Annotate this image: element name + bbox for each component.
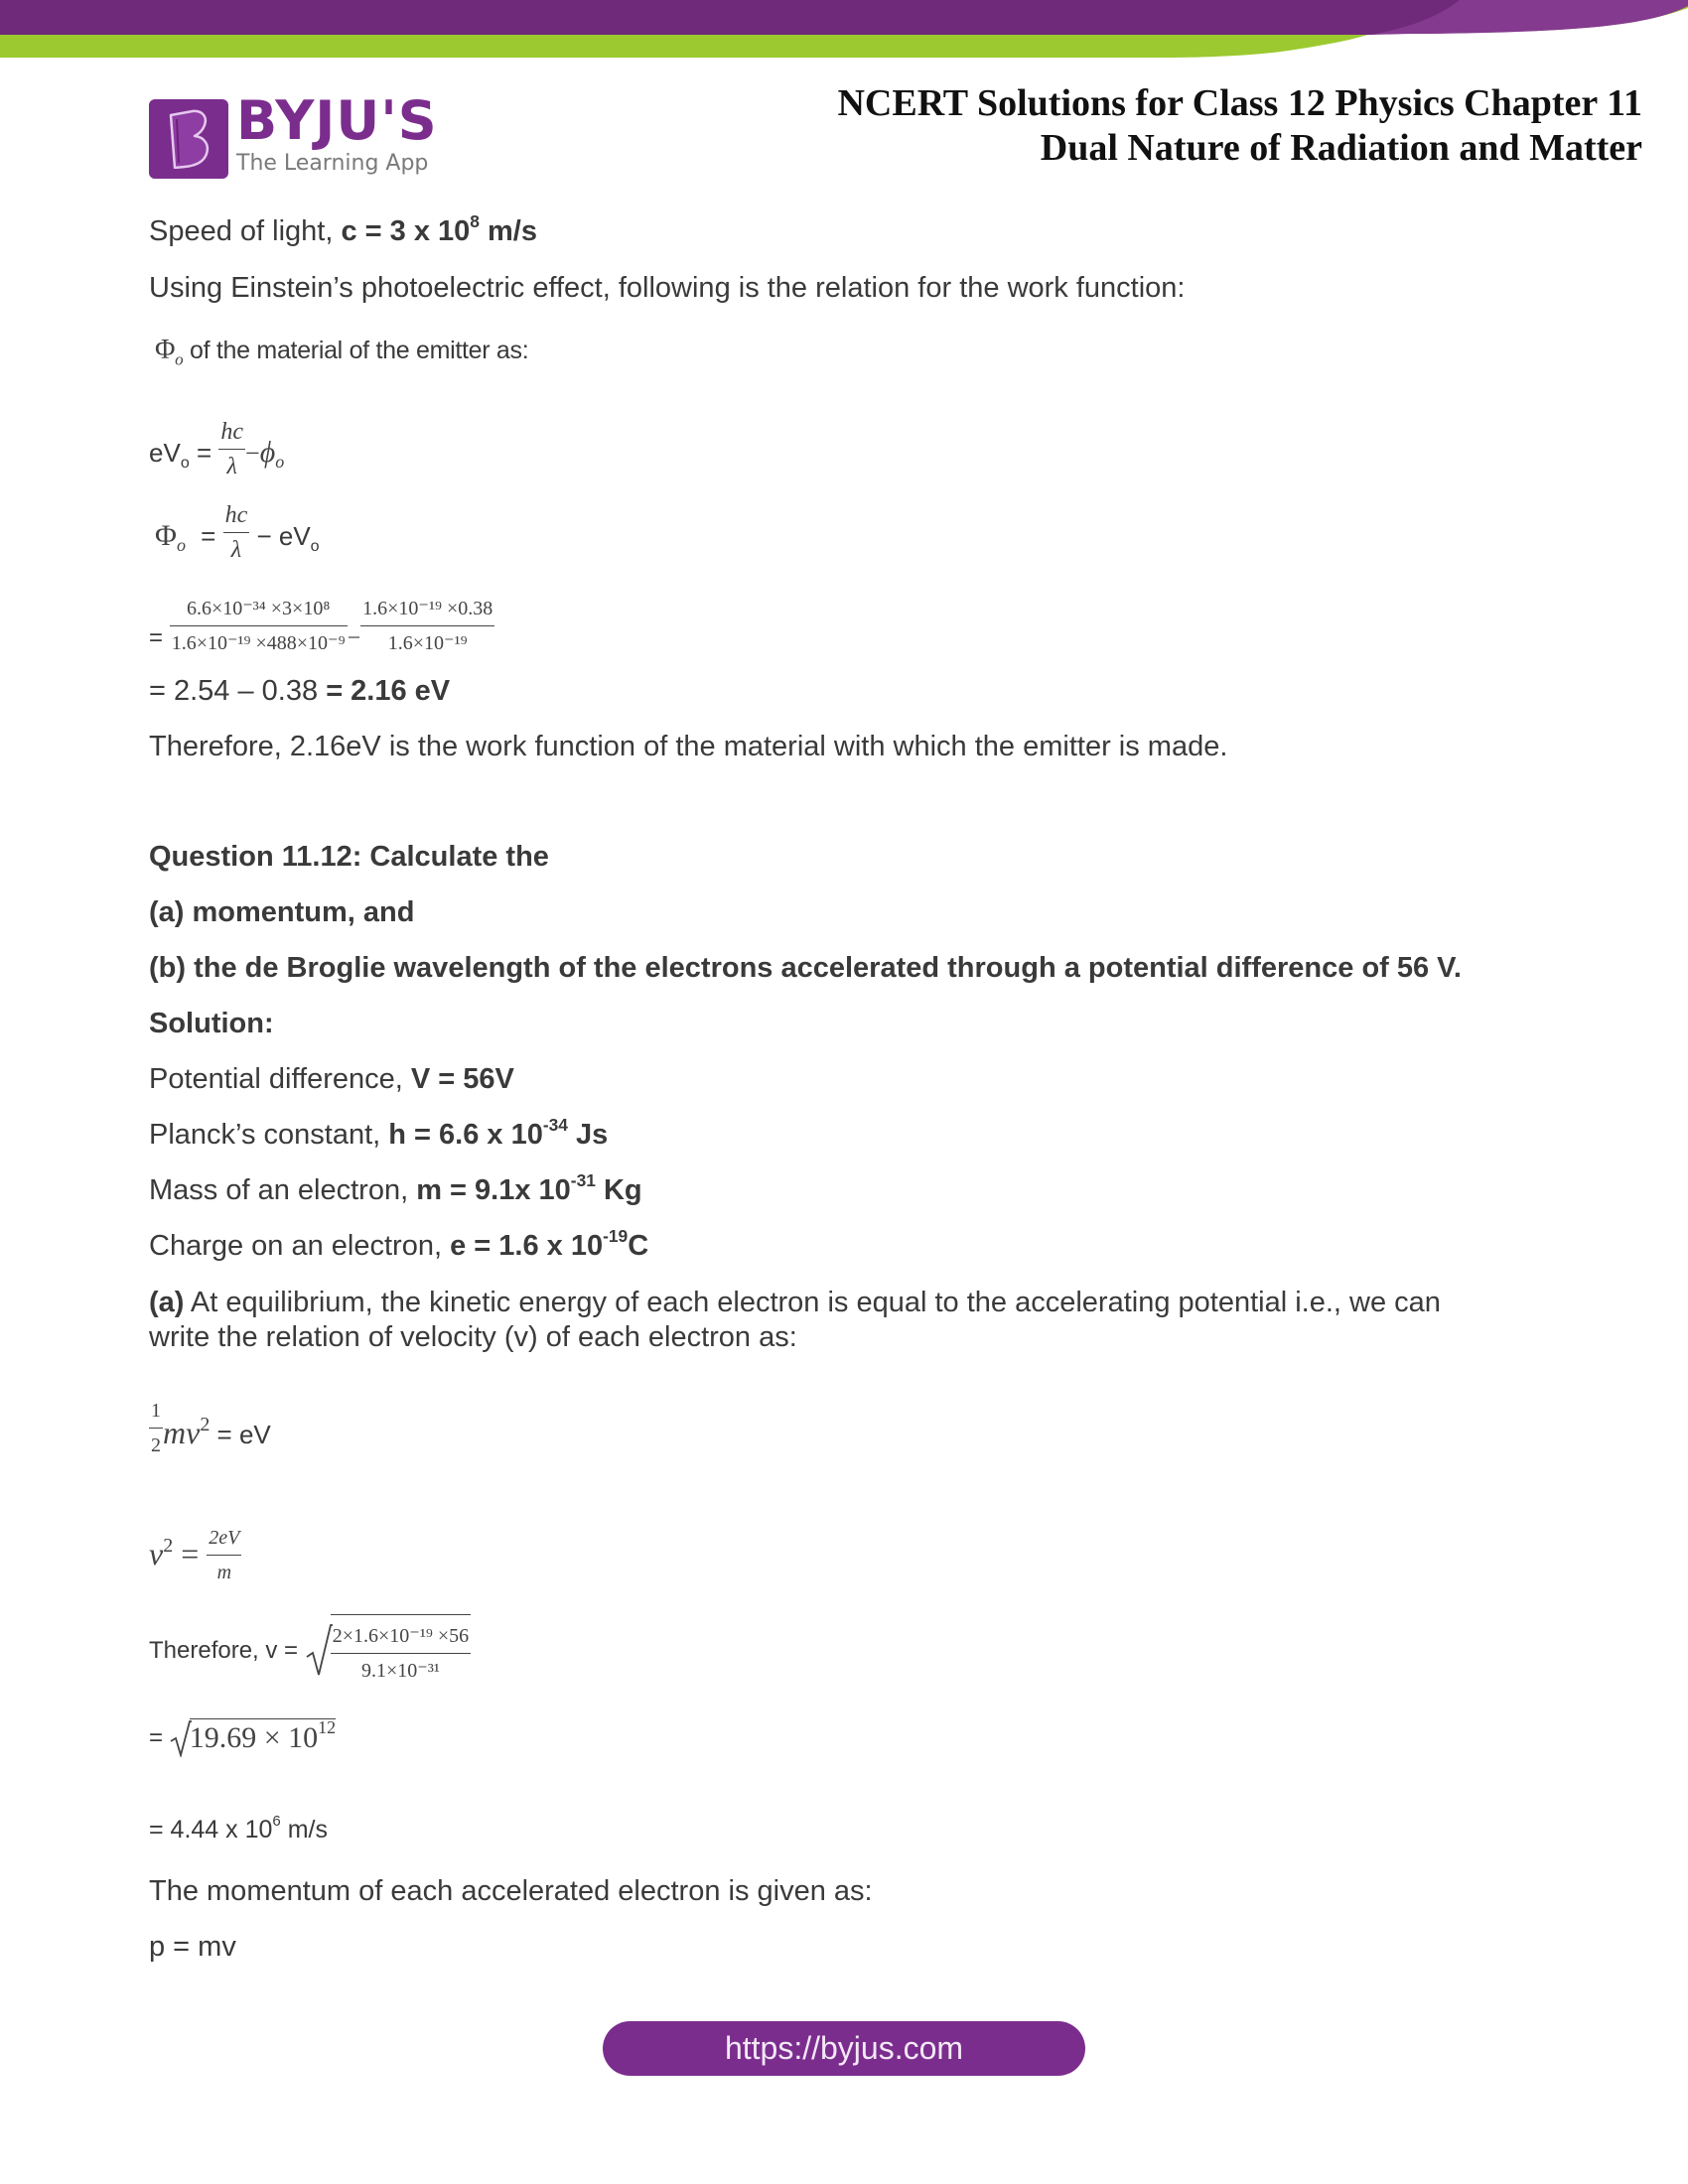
footer-url-button[interactable]	[603, 2021, 1085, 2076]
phi-symbol: $\Phi_o$	[155, 335, 184, 369]
phi-text: of the material of the emitter as:	[183, 337, 529, 364]
logo-b-icon	[149, 99, 228, 179]
value: c = 3 x $10^8$ m/s	[341, 210, 537, 247]
equation-sqrt-result: = $19.69 \times 10^{12}$	[149, 1719, 336, 1757]
fraction-2: $\frac{\text{1.6×10⁻¹⁹ ×0.38}}{\text{1.6×10⁻¹⁹}}$	[360, 592, 494, 660]
momentum-text: The momentum of each accelerated electron is given as:	[149, 1875, 873, 1907]
fraction-2eV-m: $\frac{2eV}{m}$	[207, 1521, 241, 1589]
equation-velocity: Therefore, v = $\frac{\text{2×1.6×10⁻¹⁹ ×56}}{\text{9.1×10⁻³¹}}$	[149, 1614, 471, 1688]
solution-label: Solution:	[149, 1008, 274, 1039]
header-banner	[0, 0, 1688, 60]
part-a-line-2: write the relation of velocity (v) of each electron as:	[149, 1321, 797, 1353]
square-root: $19.69 \times 10^{12}$	[170, 1719, 336, 1757]
velocity-result: = 4.44 x $10^6$ m/s	[149, 1813, 328, 1843]
given-planck: Planck’s constant, h = 6.6 x $10^{-34}$ Js	[149, 1114, 609, 1151]
equation-ev0: $eV_o$ = $\frac{hc}{\lambda}$ $-\phi_o$	[149, 415, 284, 483]
footer-url[interactable]: https://byjus.com	[724, 2030, 964, 2066]
fraction-half: $\frac{1}{2}$	[149, 1394, 163, 1462]
given-charge: Charge on an electron, e = 1.6 x $10^{-19}C$	[149, 1225, 649, 1262]
equation-kinetic-energy: $\frac{1}{2}$ $mv^2$ = eV	[149, 1394, 271, 1462]
brand-tagline: The Learning App	[236, 151, 429, 176]
fraction-velocity: $\frac{\text{2×1.6×10⁻¹⁹ ×56}}{\text{9.1×10⁻³¹}}$	[331, 1614, 471, 1688]
page-title	[837, 81, 1642, 171]
fraction-hc-lambda: $\frac{hc}{\lambda}$	[223, 498, 250, 567]
part-a-line-1: (a) At equilibrium, the kinetic energy of each electron is equal to the accelerating potential i.e., we can	[149, 1287, 1441, 1318]
question-part-a: (a) momentum, and	[149, 896, 415, 928]
equation-v-squared: $v^2$ = $\frac{2eV}{m}$	[149, 1521, 241, 1589]
given-potential: Potential difference, V = 56V	[149, 1063, 514, 1095]
phi-line	[149, 334, 528, 377]
question-part-b: (b) the de Broglie wavelength of the electrons accelerated through a potential difference of 56 V.	[149, 952, 1462, 984]
fraction-1: $\frac{\text{6.6×10⁻³⁴ ×3×10⁸}}{\text{1.6×10⁻¹⁹ ×488×10⁻⁹}}$	[170, 592, 348, 660]
speed-of-light-line	[149, 210, 537, 248]
given-mass: Mass of an electron, m = 9.1x $10^{-31}$ Kg	[149, 1169, 642, 1206]
title-line-2: Dual Nature of Radiation and Matter	[1040, 127, 1642, 169]
equation-phi0: $\Phi_o$ = $\frac{hc}{\lambda}$ − $eV_o$	[149, 498, 320, 567]
momentum-equation: p = mv	[149, 1931, 236, 1963]
question-title: Question 11.12: Calculate the	[149, 841, 549, 873]
result-line: = 2.54 – 0.38 = 2.16 eV	[149, 675, 451, 707]
byjus-logo[interactable]	[149, 89, 438, 181]
label: Speed of light,	[149, 215, 342, 247]
square-root	[305, 1614, 471, 1688]
fraction-hc-lambda: $\frac{hc}{\lambda}$	[218, 415, 245, 483]
einstein-text: Using Einstein’s photoelectric effect, following is the relation for the work function:	[149, 272, 1186, 304]
title-line-1: NCERT Solutions for Class 12 Physics Chapter 11	[837, 82, 1642, 124]
brand-name: BYJU'S	[236, 89, 438, 152]
equation-work-function-calc: = $\frac{\text{6.6×10⁻³⁴ ×3×10⁸}}{\text{1.6×10⁻¹⁹ ×488×10⁻⁹}}$ − $\frac{\text{1.6×10⁻¹⁹ ×0.38}}{\text{1.6×10⁻¹⁹}}$	[149, 592, 494, 660]
conclusion-text: Therefore, 2.16eV is the work function of the material with which the emitter is made.	[149, 731, 1228, 762]
